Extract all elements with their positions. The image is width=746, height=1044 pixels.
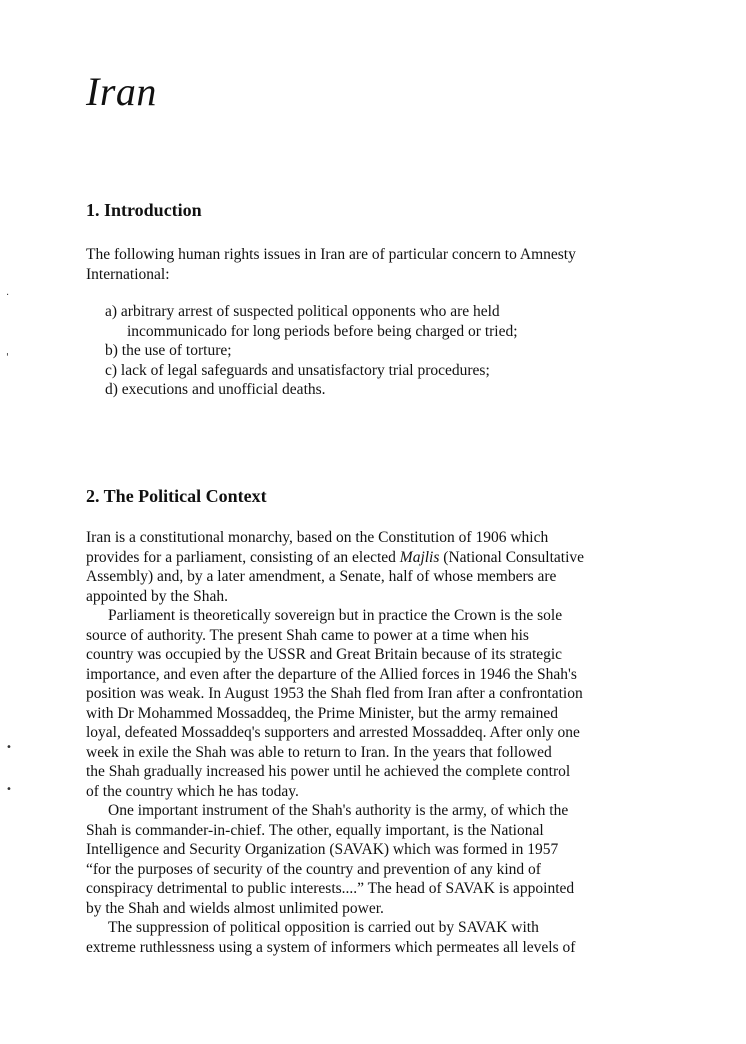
majlis-term: Majlis bbox=[399, 548, 440, 566]
paragraph bbox=[86, 606, 676, 801]
list-item-label: a) bbox=[105, 303, 118, 320]
text-line: extreme ruthlessness using a system of informers which permeates all levels of bbox=[86, 938, 576, 956]
list-item-text: incommunicado for long periods before being charged or tried; bbox=[127, 322, 518, 340]
list-item-label: c) bbox=[105, 361, 118, 379]
list-item-text: lack of legal safeguards and unsatisfactory trial procedures; bbox=[120, 361, 490, 379]
text-line: conspiracy detrimental to public interests....” The head of SAVAK is appointed bbox=[86, 880, 575, 897]
text-fragment: (National Consultative bbox=[439, 548, 585, 566]
text-fragment: provides for a parliament, consisting of an elected bbox=[86, 548, 400, 566]
chapter-title: Iran bbox=[86, 69, 157, 114]
concerns-list bbox=[105, 302, 665, 400]
text-line: of the country which he has today. bbox=[86, 782, 299, 800]
intro-paragraph bbox=[86, 245, 676, 284]
text-line: appointed by the Shah. bbox=[86, 587, 229, 605]
list-item-text: executions and unofficial deaths. bbox=[121, 381, 326, 398]
text-line: “for the purposes of security of the country and prevention of any kind of bbox=[86, 860, 541, 878]
political-context-body bbox=[86, 528, 676, 957]
text-line: The following human rights issues in Iran are of particular concern to Amnesty bbox=[86, 246, 576, 263]
paragraph bbox=[86, 801, 676, 918]
list-item-text: the use of torture; bbox=[121, 342, 232, 359]
text-line: importance, and even after the departure of the Allied forces in 1946 the Shah's bbox=[86, 665, 577, 683]
text-line: country was occupied by the USSR and Great Britain because of its strategic bbox=[86, 646, 563, 663]
section-heading-political-context: 2. The Political Context bbox=[86, 486, 267, 506]
paragraph bbox=[86, 918, 676, 957]
text-line: Assembly) and, by a later amendment, a Senate, half of whose members are bbox=[86, 568, 557, 585]
scan-speck-mark: • bbox=[6, 742, 12, 753]
list-item bbox=[105, 361, 665, 381]
list-item-label: d) bbox=[105, 381, 118, 398]
scan-speck-mark: · bbox=[6, 290, 10, 301]
text-line: Intelligence and Security Organization (SAVAK) which was formed in 1957 bbox=[86, 841, 559, 858]
list-item-label: b) bbox=[105, 342, 118, 359]
text-line: by the Shah and wields almost unlimited power. bbox=[86, 899, 384, 917]
text-line: Shah is commander-in-chief. The other, equally important, is the National bbox=[86, 821, 544, 839]
text-line: The suppression of political opposition is carried out by SAVAK with bbox=[108, 919, 539, 936]
text-line: Parliament is theoretically sovereign but in practice the Crown is the sole bbox=[108, 607, 563, 624]
scan-speck-mark: ' bbox=[6, 352, 9, 363]
list-item-text: arbitrary arrest of suspected political opponents who are held bbox=[120, 303, 500, 320]
text-line: the Shah gradually increased his power until he achieved the complete control bbox=[86, 763, 571, 780]
list-item bbox=[105, 380, 665, 400]
text-line: position was weak. In August 1953 the Shah fled from Iran after a confrontation bbox=[86, 685, 583, 702]
text-line: with Dr Mohammed Mossaddeq, the Prime Minister, but the army remained bbox=[86, 704, 559, 722]
list-item bbox=[105, 302, 665, 341]
text-line: source of authority. The present Shah came to power at a time when his bbox=[86, 626, 529, 644]
text-line: One important instrument of the Shah's authority is the army, of which the bbox=[108, 802, 569, 819]
text-line bbox=[86, 548, 676, 568]
list-item bbox=[105, 341, 665, 361]
text-line: International: bbox=[86, 265, 170, 283]
section-heading-introduction: 1. Introduction bbox=[86, 200, 202, 220]
paragraph bbox=[86, 528, 676, 606]
scan-speck-mark: • bbox=[6, 784, 12, 795]
text-line: Iran is a constitutional monarchy, based on the Constitution of 1906 which bbox=[86, 529, 549, 546]
text-line: week in exile the Shah was able to return to Iran. In the years that followed bbox=[86, 743, 552, 761]
text-line: loyal, defeated Mossaddeq's supporters and arrested Mossaddeq. After only one bbox=[86, 724, 580, 741]
